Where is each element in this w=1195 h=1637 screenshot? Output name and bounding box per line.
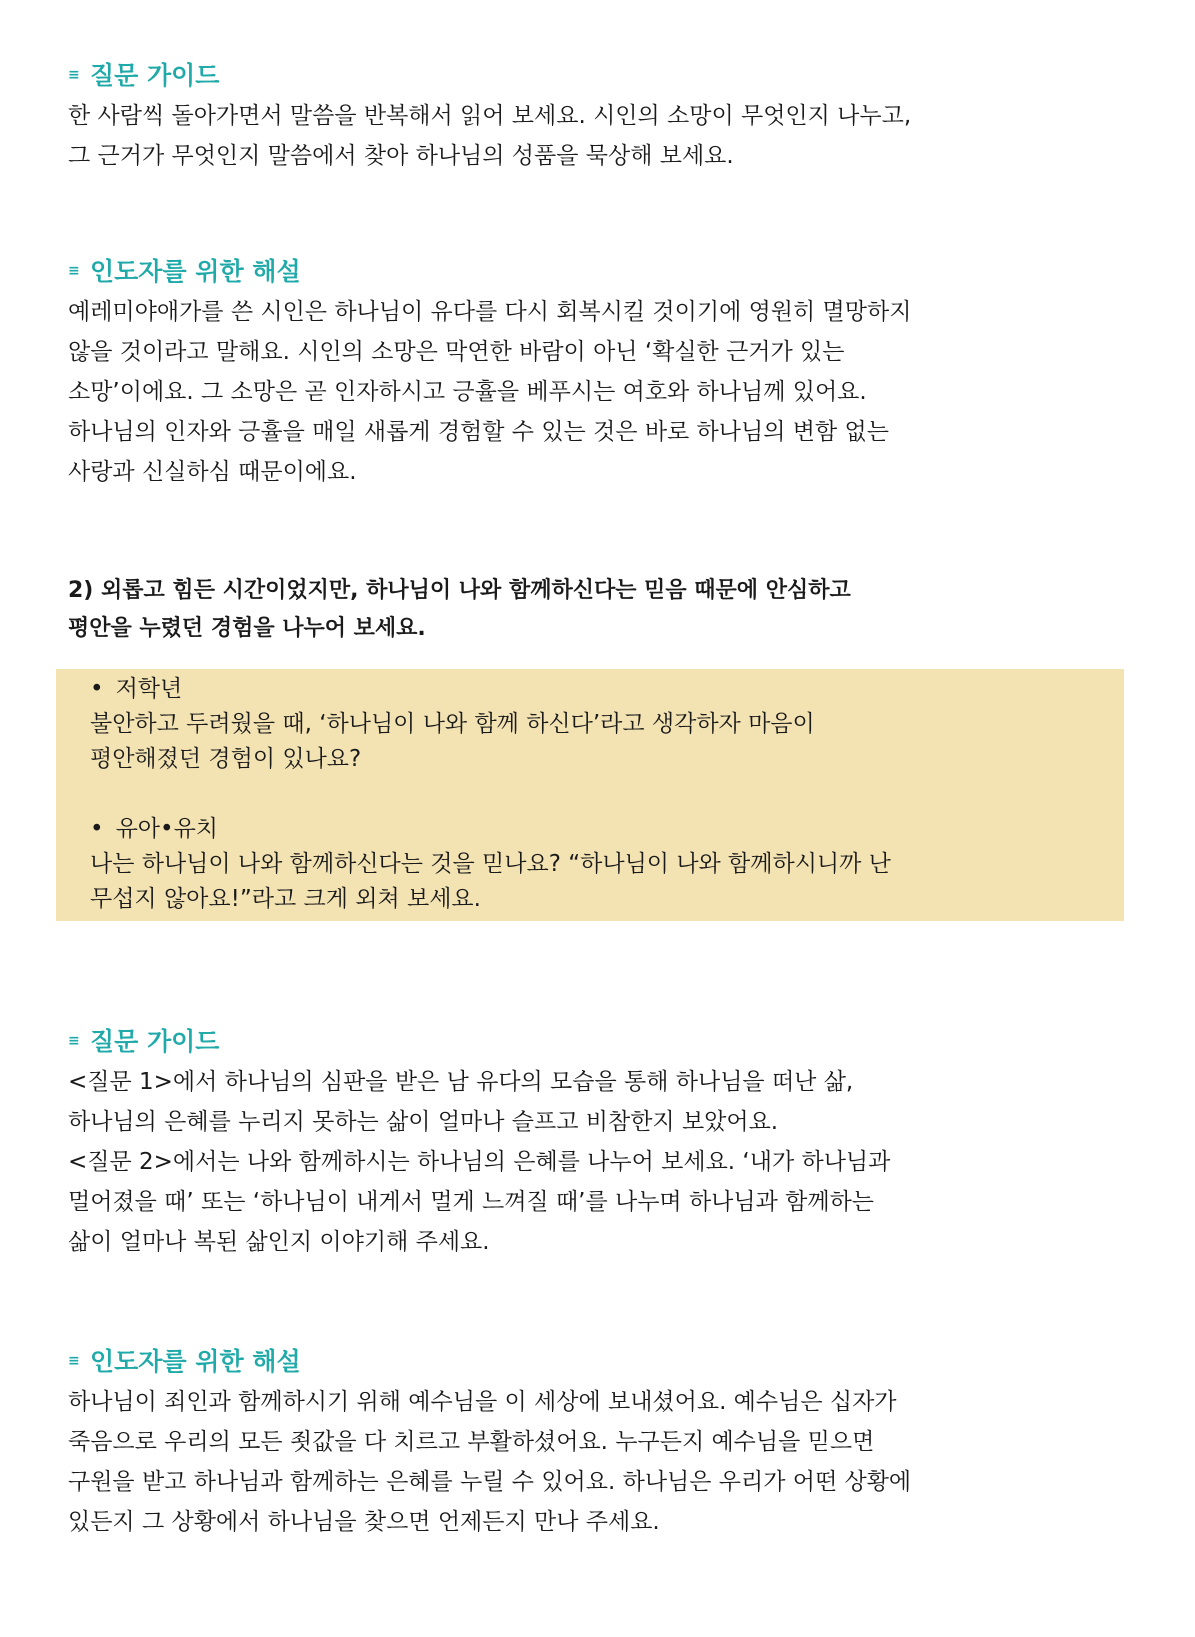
age-group-title-lower-grades: • 저학년: [90, 672, 1110, 707]
question-2: [68, 572, 1128, 648]
text-line: 삶이 얼마나 복된 삶인지 이야기해 주세요.: [68, 1229, 490, 1255]
menu-lines-icon: ≡: [68, 263, 80, 279]
text-line: 죽음으로 우리의 모든 죗값을 다 치르고 부활하셨어요. 누구든지 예수님을 믿으면: [68, 1429, 875, 1455]
heading-text: 질문 가이드: [90, 61, 220, 90]
text-line: 사랑과 신실하심 때문이에요.: [68, 459, 357, 485]
text-line: 하나님이 죄인과 함께하시기 위해 예수님을 이 세상에 보내셨어요. 예수님은 십자가: [68, 1389, 897, 1415]
heading-text: 질문 가이드: [90, 1027, 220, 1056]
text-line: 그 근거가 무엇인지 말씀에서 찾아 하나님의 성품을 묵상해 보세요.: [68, 143, 734, 169]
question-guide-section-1: [68, 56, 1128, 176]
text-line: 평안을 누렸던 경험을 나누어 보세요.: [68, 616, 426, 641]
text-line: 하나님의 인자와 긍휼을 매일 새롭게 경험할 수 있는 것은 바로 하나님의 변함 없는: [68, 419, 889, 445]
paragraph: [68, 292, 1128, 492]
section-heading: [68, 56, 1128, 96]
text-line: <질문 2>에서는 나와 함께하시는 하나님의 은혜를 나누어 보세요. ‘내가 하나님과: [68, 1149, 891, 1175]
text-line: 않을 것이라고 말해요. 시인의 소망은 막연한 바람이 아닌 ‘확실한 근거가 있는: [68, 339, 845, 365]
text-line: 나는 하나님이 나와 함께하신다는 것을 믿나요? “하나님이 나와 함께하시니까 난: [90, 851, 891, 877]
text-line: 구원을 받고 하나님과 함께하는 은혜를 누릴 수 있어요. 하나님은 우리가 어떤 상황에: [68, 1469, 912, 1495]
age-group-box: [56, 669, 1124, 921]
text-line: 평안해졌던 경험이 있나요?: [90, 746, 362, 772]
question-guide-section-2: [68, 1022, 1128, 1262]
heading-text: 인도자를 위한 해설: [90, 257, 301, 286]
paragraph: [68, 96, 1128, 176]
text-line: 예레미야애가를 쓴 시인은 하나님이 유다를 다시 회복시킬 것이기에 영원히 멸망하지: [68, 299, 912, 325]
leader-commentary-section-1: [68, 252, 1128, 492]
leader-commentary-section-2: [68, 1342, 1128, 1542]
text-line: 하나님의 은혜를 누리지 못하는 삶이 얼마나 슬프고 비참한지 보았어요.: [68, 1109, 779, 1135]
paragraph: [68, 1062, 1128, 1262]
section-heading: [68, 1342, 1128, 1382]
text-line: <질문 1>에서 하나님의 심판을 받은 남 유다의 모습을 통해 하나님을 떠난 삶,: [68, 1069, 854, 1095]
section-heading: [68, 252, 1128, 292]
age-group-title-preschool: • 유아•유치: [90, 812, 1110, 847]
question-text: [68, 572, 1128, 648]
section-heading: [68, 1022, 1128, 1062]
text-line: 한 사람씩 돌아가면서 말씀을 반복해서 읽어 보세요. 시인의 소망이 무엇인지 나누고,: [68, 103, 912, 129]
menu-lines-icon: ≡: [68, 67, 80, 83]
menu-lines-icon: ≡: [68, 1353, 80, 1369]
text-line: 무섭지 않아요!”라고 크게 외쳐 보세요.: [90, 886, 481, 912]
age-group-list: [90, 672, 1110, 917]
menu-lines-icon: ≡: [68, 1033, 80, 1049]
paragraph: [68, 1382, 1128, 1542]
text-line: 2) 외롭고 힘든 시간이었지만, 하나님이 나와 함께하신다는 믿음 때문에 안심하고: [68, 578, 851, 603]
heading-text: 인도자를 위한 해설: [90, 1347, 301, 1376]
text-line: 멀어졌을 때’ 또는 ‘하나님이 내게서 멀게 느껴질 때’를 나누며 하나님과 함께하는: [68, 1189, 875, 1215]
text-line: 불안하고 두려웠을 때, ‘하나님이 나와 함께 하신다’라고 생각하자 마음이: [90, 711, 815, 737]
text-line: 소망’이에요. 그 소망은 곧 인자하시고 긍휼을 베푸시는 여호와 하나님께 있어요.: [68, 379, 867, 405]
text-line: 있든지 그 상황에서 하나님을 찾으면 언제든지 만나 주세요.: [68, 1509, 660, 1535]
